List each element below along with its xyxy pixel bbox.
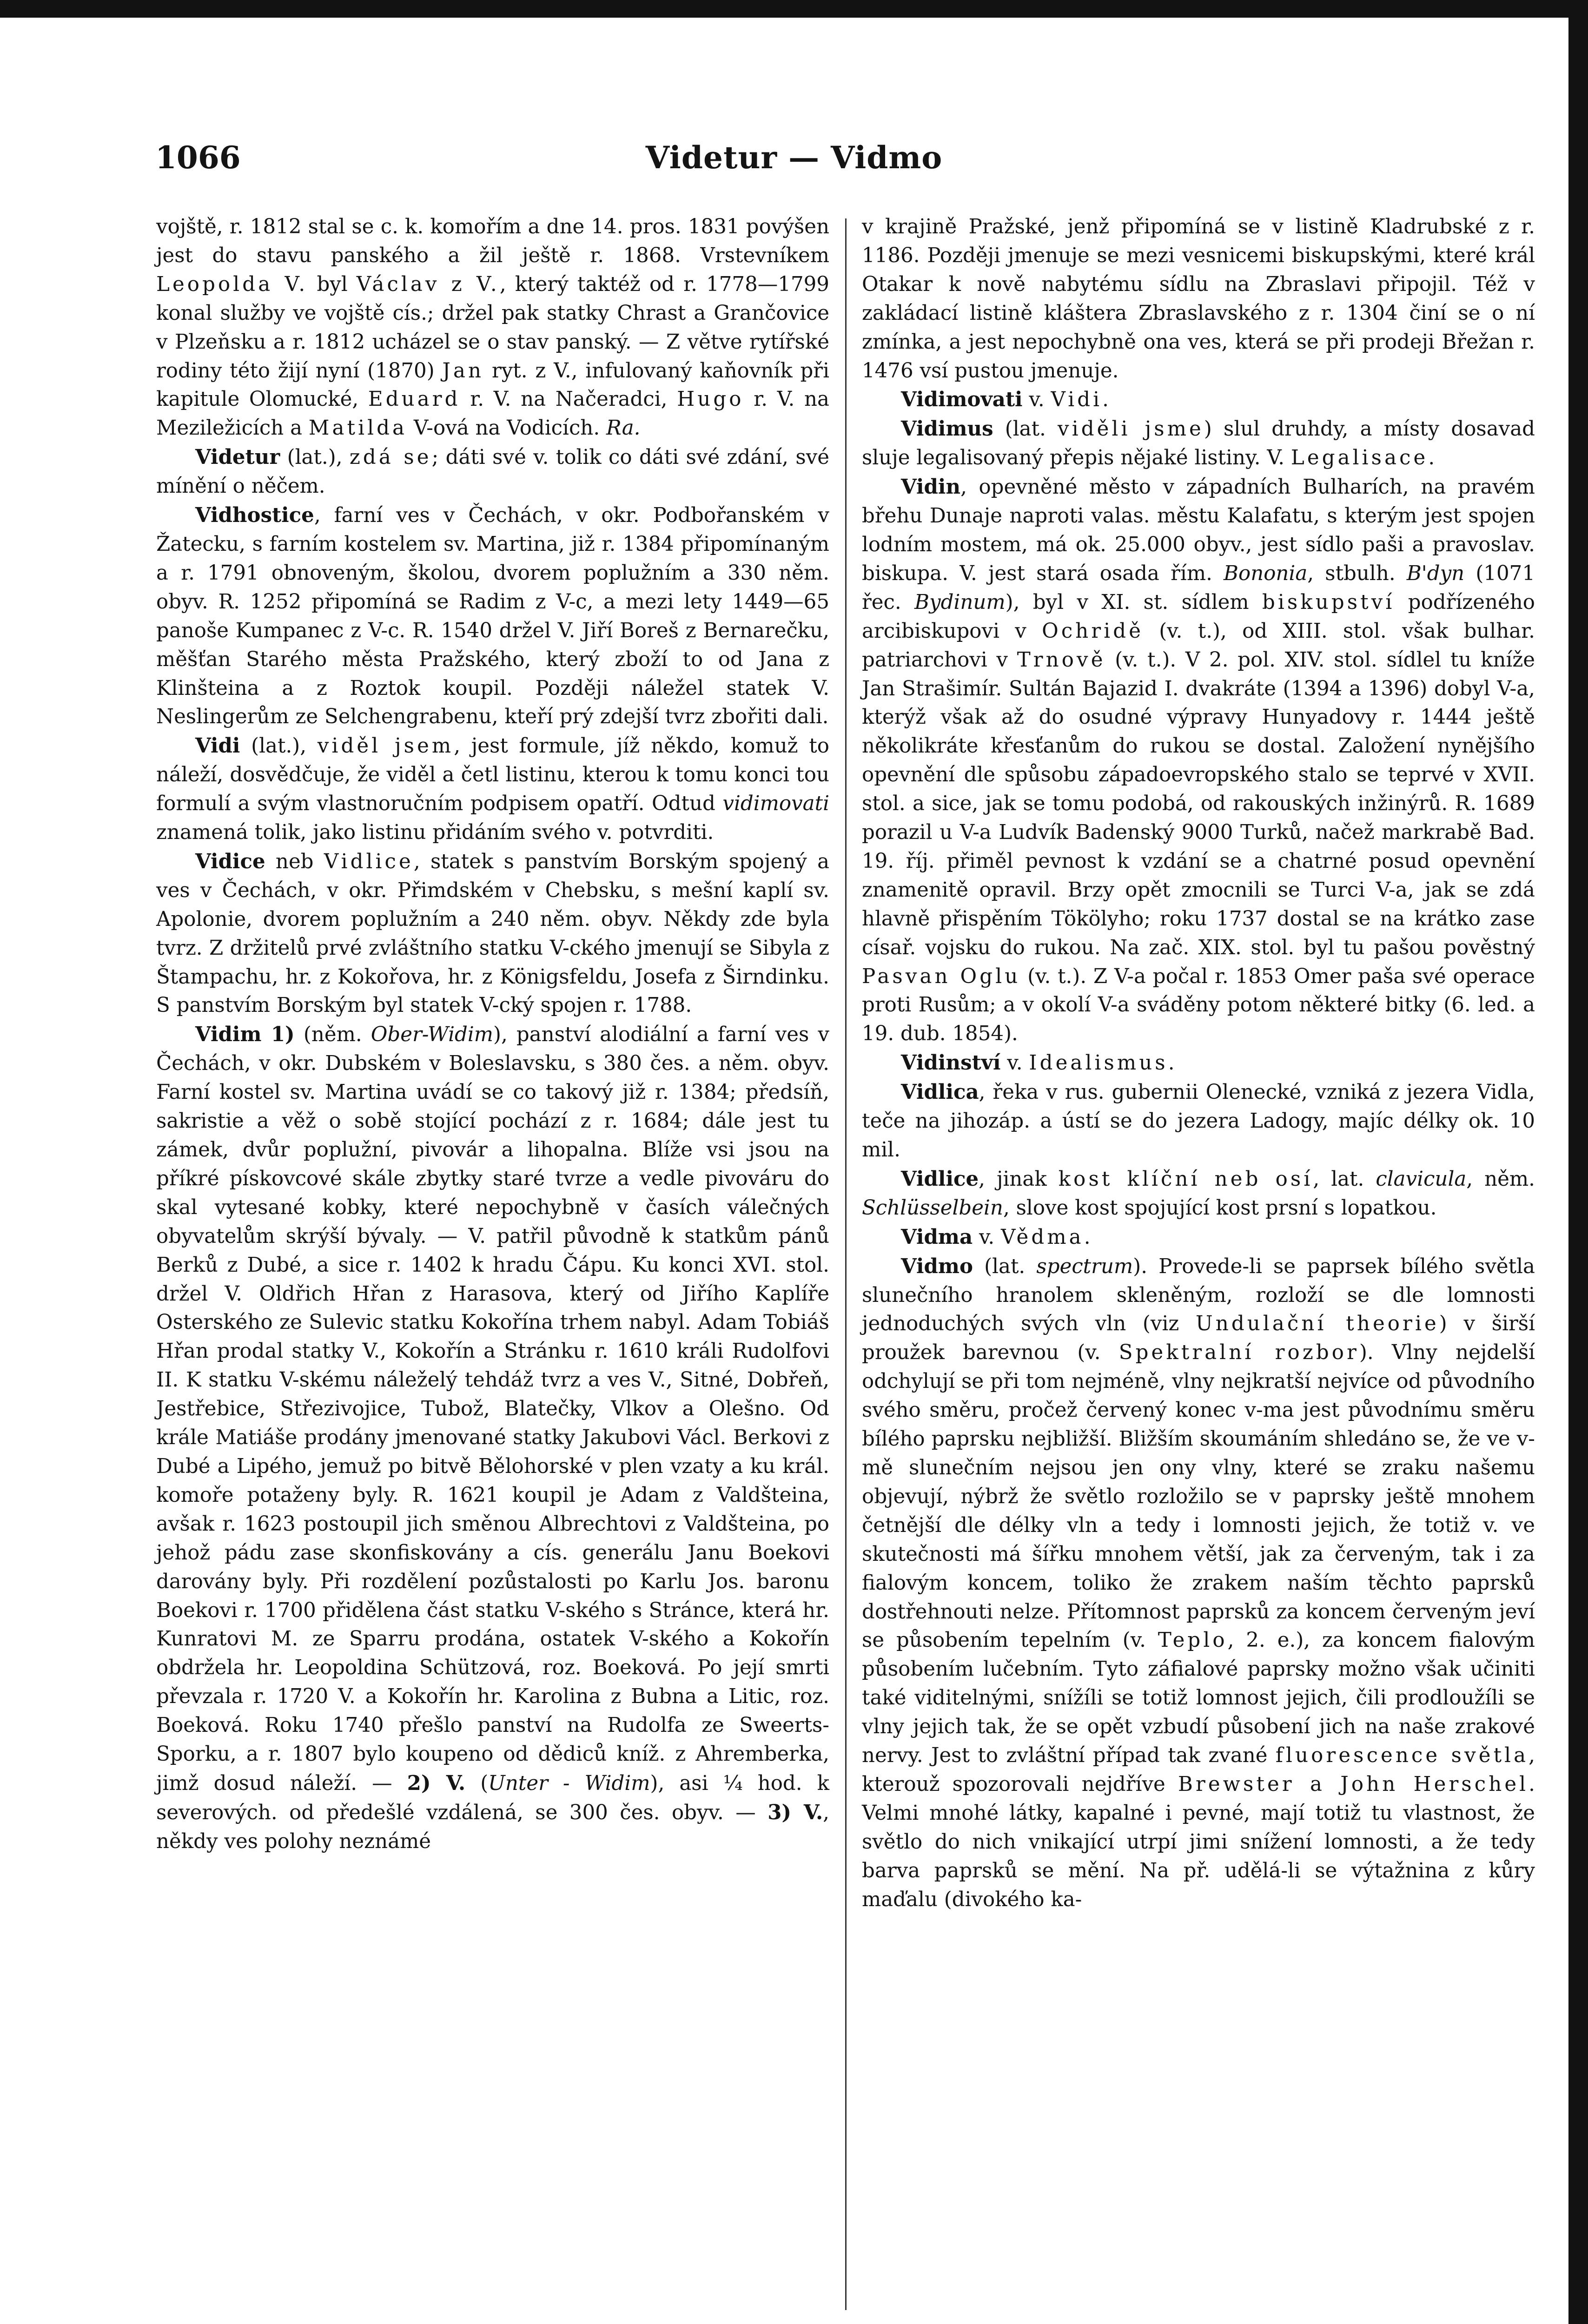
entry-vidim: Vidim 1) (něm. Ober-Widim), panství alodiální a farní ves v Čechách, v okr. Dubském v Boleslavsku, s 380 čes. a něm. obyv. Farní kostel sv. Martina uvádí se co takový již r. 1384; předsíň, sakristie a věž o sobě stojící pochází z r. 1684; dále jest tu zámek, dvůr poplužní, pivovár a lihopalna. Blíže vsi jsou na příkré pískovcové skále zbytky staré tvrze a vedle pivováru do skal vytesané kobky, které nepochybně v časích válečných obyvatelům skrýší bývaly. — V. patřil původně k statkům pánů Berků z Dubé, a sice r. 1402 k hradu Čápu. Ku konci XVI. stol. držel V. Oldřich Hřan z Harasova, který od Jiřího Kaplíře Osterského ze Sulevic statku Kokořína trhem nabyl. Adam Tobiáš Hřan prodal statky V., Kokořín a Stránku r. 1610 králi Rudolfovi II. K statku V-skému náleželý tehdáž tvrz a ves V., Sitné, Dobřeň, Jestřebice, Střezivojice, Tubož, Blatečky, Vlkov a Olešno. Od krále Matiáše prodány jmenované statky Jakubovi Václ. Berkovi z Dubé a Lipého, jemuž po bitvě Bělohorské v plen vzaty a ku král. komoře potaženy byly. R. 1621 koupil je Adam z Valdšteina, avšak r. 1623 postoupil jich směnou Albrechtovi z Valdšteina, po jehož pádu zase skonfiskovány a cís. generálu Janu Boekovi darovány byly. Při rozdělení pozůstalosti po Karlu Jos. baronu Boekovi r. 1700 přidělena část statku V-ského s Stránce, která hr. Kunratovi M. ze Sparru prodána, ostatek V-ského a Kokořín obdržela hr. Leopoldina Schützová, roz. Boeková. Po její smrti převzala r. 1720 V. a Kokořín hr. Karolina z Bubna a Litic, roz. Boeková. Roku 1740 přešlo panství na Rudolfa ze Sweerts-Sporku, a r. 1807 bylo koupeno od dědiců kníž. z Ahremberka, jimž dosud náleží. — 2) V. (Unter - Widim), asi ¼ hod. k severových. od předešlé vzdálená, se 300 čes. obyv. — 3) V., někdy ves polohy neznámé — [156, 1023, 829, 1853]
headword: Vidim 1) — [195, 1023, 295, 1047]
entry-vidinstvi: Vidinství v. Idealismus. — [901, 1051, 1175, 1075]
headword: Vidimus — [901, 417, 993, 441]
entry-vidi: Vidi (lat.), viděl jsem, jest formule, jíž někdo, komuž to náleží, dosvědčuje, že viděl a četl listinu, kterou k tomu konci tou formulí a svým vlastnoručním podpisem opatří. Odtud vidimovati znamená tolik, jako listinu přidáním svého v. potvrditi. — [156, 734, 829, 845]
left-column — [156, 213, 829, 1856]
headword: Vidhostice — [195, 503, 314, 528]
right-column — [862, 213, 1535, 1914]
headword: Vidmo — [901, 1254, 973, 1278]
entry-vidin: Vidin, opevněné město v západních Bulharích, na pravém břehu Dunaje naproti valas. městu Kalafatu, s kterým jest spojen lodním mostem, má ok. 25.000 obyv., jest sídlo paši a pravoslav. biskupa. V. jest stará osada řím. Bononia, stbulh. B'dyn (1071 řec. Bydinum), byl v XI. st. sídlem biskupství podřízeného arcibiskupovi v Ochridě (v. t.), od XIII. stol. však bulhar. patriarchovi v Trnově (v. t.). V 2. pol. XIV. stol. sídlel tu kníže Jan Strašimír. Sultán Bajazid I. dvakráte (1394 a 1396) dobyl V-a, kterýž však až do osudné výpravy Hunyadovy r. 1444 ještě několikráte křesťanům do rukou se dostal. Založení nynějšího opevnění dle spůsobu západoevropského stalo se teprvé v XVII. stol. a sice, jak se tomu podobá, od rakouských inžinýrů. R. 1689 porazil u V-a Ludvík Badenský 9000 Turků, načež markrabě Bad. 19. říj. přiměl pevnost k vzdání se a chatrné posud opevnění znamenitě opravil. Brzy opět zmocnili se Turci V-a, jak se zdá hlavně přispěním Tökölyho; roku 1737 dostal se na krátko zase císař. vojsku do rukou. Na zač. XIX. stol. byl tu pašou pověstný Pasvan Oglu (v. t.). Z V-a počal r. 1853 Omer paša své operace proti Rusům; a v okolí V-a sváděny potom některé bitky (6. led. a 19. dub. 1854). — [862, 475, 1535, 1046]
entry-continuation: vojště, r. 1812 stal se c. k. komořím a dne 14. pros. 1831 povýšen jest do stavu panského a žil ještě r. 1868. Vrstevníkem Leopolda V. byl Václav z V., který taktéž od r. 1778—1799 konal služby ve vojště cís.; držel pak statky Chrast a Grančovice v Plzeňsku a r. 1812 ucházel se o stav panský. — Z větve rytířské rodiny této žijí nyní (1870) Jan ryt. z V., infulovaný kaňovník při kapitule Olomucké, Eduard r. V. na Načeradci, Hugo r. V. na Meziležicích a Matilda V-ová na Vodicích. Ra. — [156, 215, 829, 440]
author-signature: Ra. — [606, 416, 641, 440]
scan-border-right — [1568, 0, 1588, 2324]
page-number: 1066 — [155, 139, 241, 176]
entry-vidlice: Vidlice, jinak kost klíční neb osí, lat. clavicula, něm. Schlüsselbein, slove kost spojující kost prsní s lopatkou. — [862, 1167, 1535, 1220]
entry-continuation: v krajině Pražské, jenž připomíná se v listině Kladrubské z r. 1186. Později jmenuje se mezi vesnicemi biskupskými, které král Otakar k nově nabytému sídlu na Zbraslavi připojil. Též v zakládací listině kláštera Zbraslavského z r. 1304 činí se o ní zmínka, a jest nepochybně ona ves, která se při prodeji Břežan r. 1476 vsí pustou jmenuje. — [862, 215, 1535, 383]
headword: Vidi — [195, 734, 240, 758]
running-title: Videtur — Vidmo — [645, 139, 943, 176]
headword: Vidimovati — [901, 388, 1023, 412]
headword: Videtur — [195, 445, 280, 469]
entry-vidma: Vidma v. Vědma. — [901, 1225, 1091, 1249]
headword: Vidice — [195, 849, 265, 873]
entry-vidlica: Vidlica, řeka v rus. gubernii Olenecké, vzniká z jezera Vidla, teče na jihozáp. a ústí se do jezera Ladogy, majíc délky ok. 10 mil. — [862, 1080, 1535, 1162]
entry-vidhostice: Vidhostice, farní ves v Čechách, v okr. Podbořanském v Žatecku, s farním kostelem sv. Martina, již r. 1384 připomínaným a r. 1791 obnoveným, školou, dvorem poplužním a 330 něm. obyv. R. 1252 připomíná se Radim z V-c, a mezi lety 1449—65 panoše Kumpanec z V-c. R. 1540 držel V. Jiří Boreš z Bernarečku, měšťan Starého města Pražského, který zboží to od Jana z Klinšteina a z Roztok koupil. Později náležel statek V. Neslingerům ze Selchengrabenu, kteří prý zdejší tvrz zbořiti dali. — [156, 503, 829, 729]
headword: Vidin — [901, 475, 961, 499]
entry-vidimovati: Vidimovati v. Vidi. — [901, 388, 1109, 412]
entry-vidimus: Vidimus (lat. viděli jsme) slul druhdy, a místy dosavad sluje legalisovaný přepis nějaké listiny. V. Legalisace. — [862, 417, 1535, 470]
headword: Vidinství — [901, 1051, 1001, 1075]
column-divider — [845, 218, 847, 2310]
scan-border-top — [0, 0, 1588, 18]
headword: Vidma — [901, 1225, 973, 1249]
entry-vidice: Vidice neb Vidlice, statek s panstvím Borským spojený a ves v Čechách, v okr. Přimdském v Chebsku, s mešní kaplí sv. Apolonie, dvorem poplužním a 240 něm. obyv. Někdy zde byla tvrz. Z držitelů prvé zvláštního statku V-ckého jmenují se Sibyla z Štampachu, hr. z Kokořova, hr. z Königsfeldu, Josefa z Širndinku. S panstvím Borským byl statek V-cký spojen r. 1788. — [156, 849, 830, 1017]
headword: Vidlice — [901, 1167, 979, 1191]
entry-videtur: Videtur (lat.), zdá se; dáti své v. tolik co dáti své zdání, své mínění o něčem. — [156, 445, 829, 498]
headword: Vidlica — [901, 1080, 979, 1104]
entry-vidmo: Vidmo (lat. spectrum). Provede-li se paprsek bílého světla slunečního hranolem skleněným, rozloží se dle lomnosti jednoduchých svých vln (viz Undulační theorie) v širší proužek barevnou (v. Spektralní rozbor). Vlny nejdelší odchylují se při tom nejméně, vlny nejkratší nejvíce od původního svého směru, pročež červený konec v-ma jest původnímu směru bílého paprsku nejbližší. Bližším skoumáním shledáno se, že ve v-mě slunečním nejsou jen ony vlny, které se zraku našemu objevují, nýbrž že světlo rozložilo se v paprsky ještě mnohem četnější dle délky vln a tedy i lomnosti jejich, že totiž v. ve skutečnosti má šířku mnohem větší, jak za červeným, tak i za fialovým koncem, toliko že zrakem naším těchto paprsků dostřehnouti nelze. Přítomnost paprsků za koncem červeným jeví se působením tepelním (v. Teplo, 2. e.), za koncem fialovým působením lučebním. Tyto záfialové paprsky možno však učiniti také viditelnými, snížíli se totiž lomnost jejich, čili prodloužíli se vlny jejich tak, že se opět vzbudí působení jich na naše zrakové nervy. Jest to zvláštní případ tak zvané fluorescence světla, kterouž spozorovali nejdříve Brewster a John Herschel. Velmi mnohé látky, kapalné i pevné, mají totiž tu vlastnost, že světlo do nich vnikající utrpí jimi snížení lomnosti, a že tedy barva paprsků se mění. Na př. udělá-li se výtažnina z kůry maďalu (divokého ka- — [862, 1254, 1535, 1911]
